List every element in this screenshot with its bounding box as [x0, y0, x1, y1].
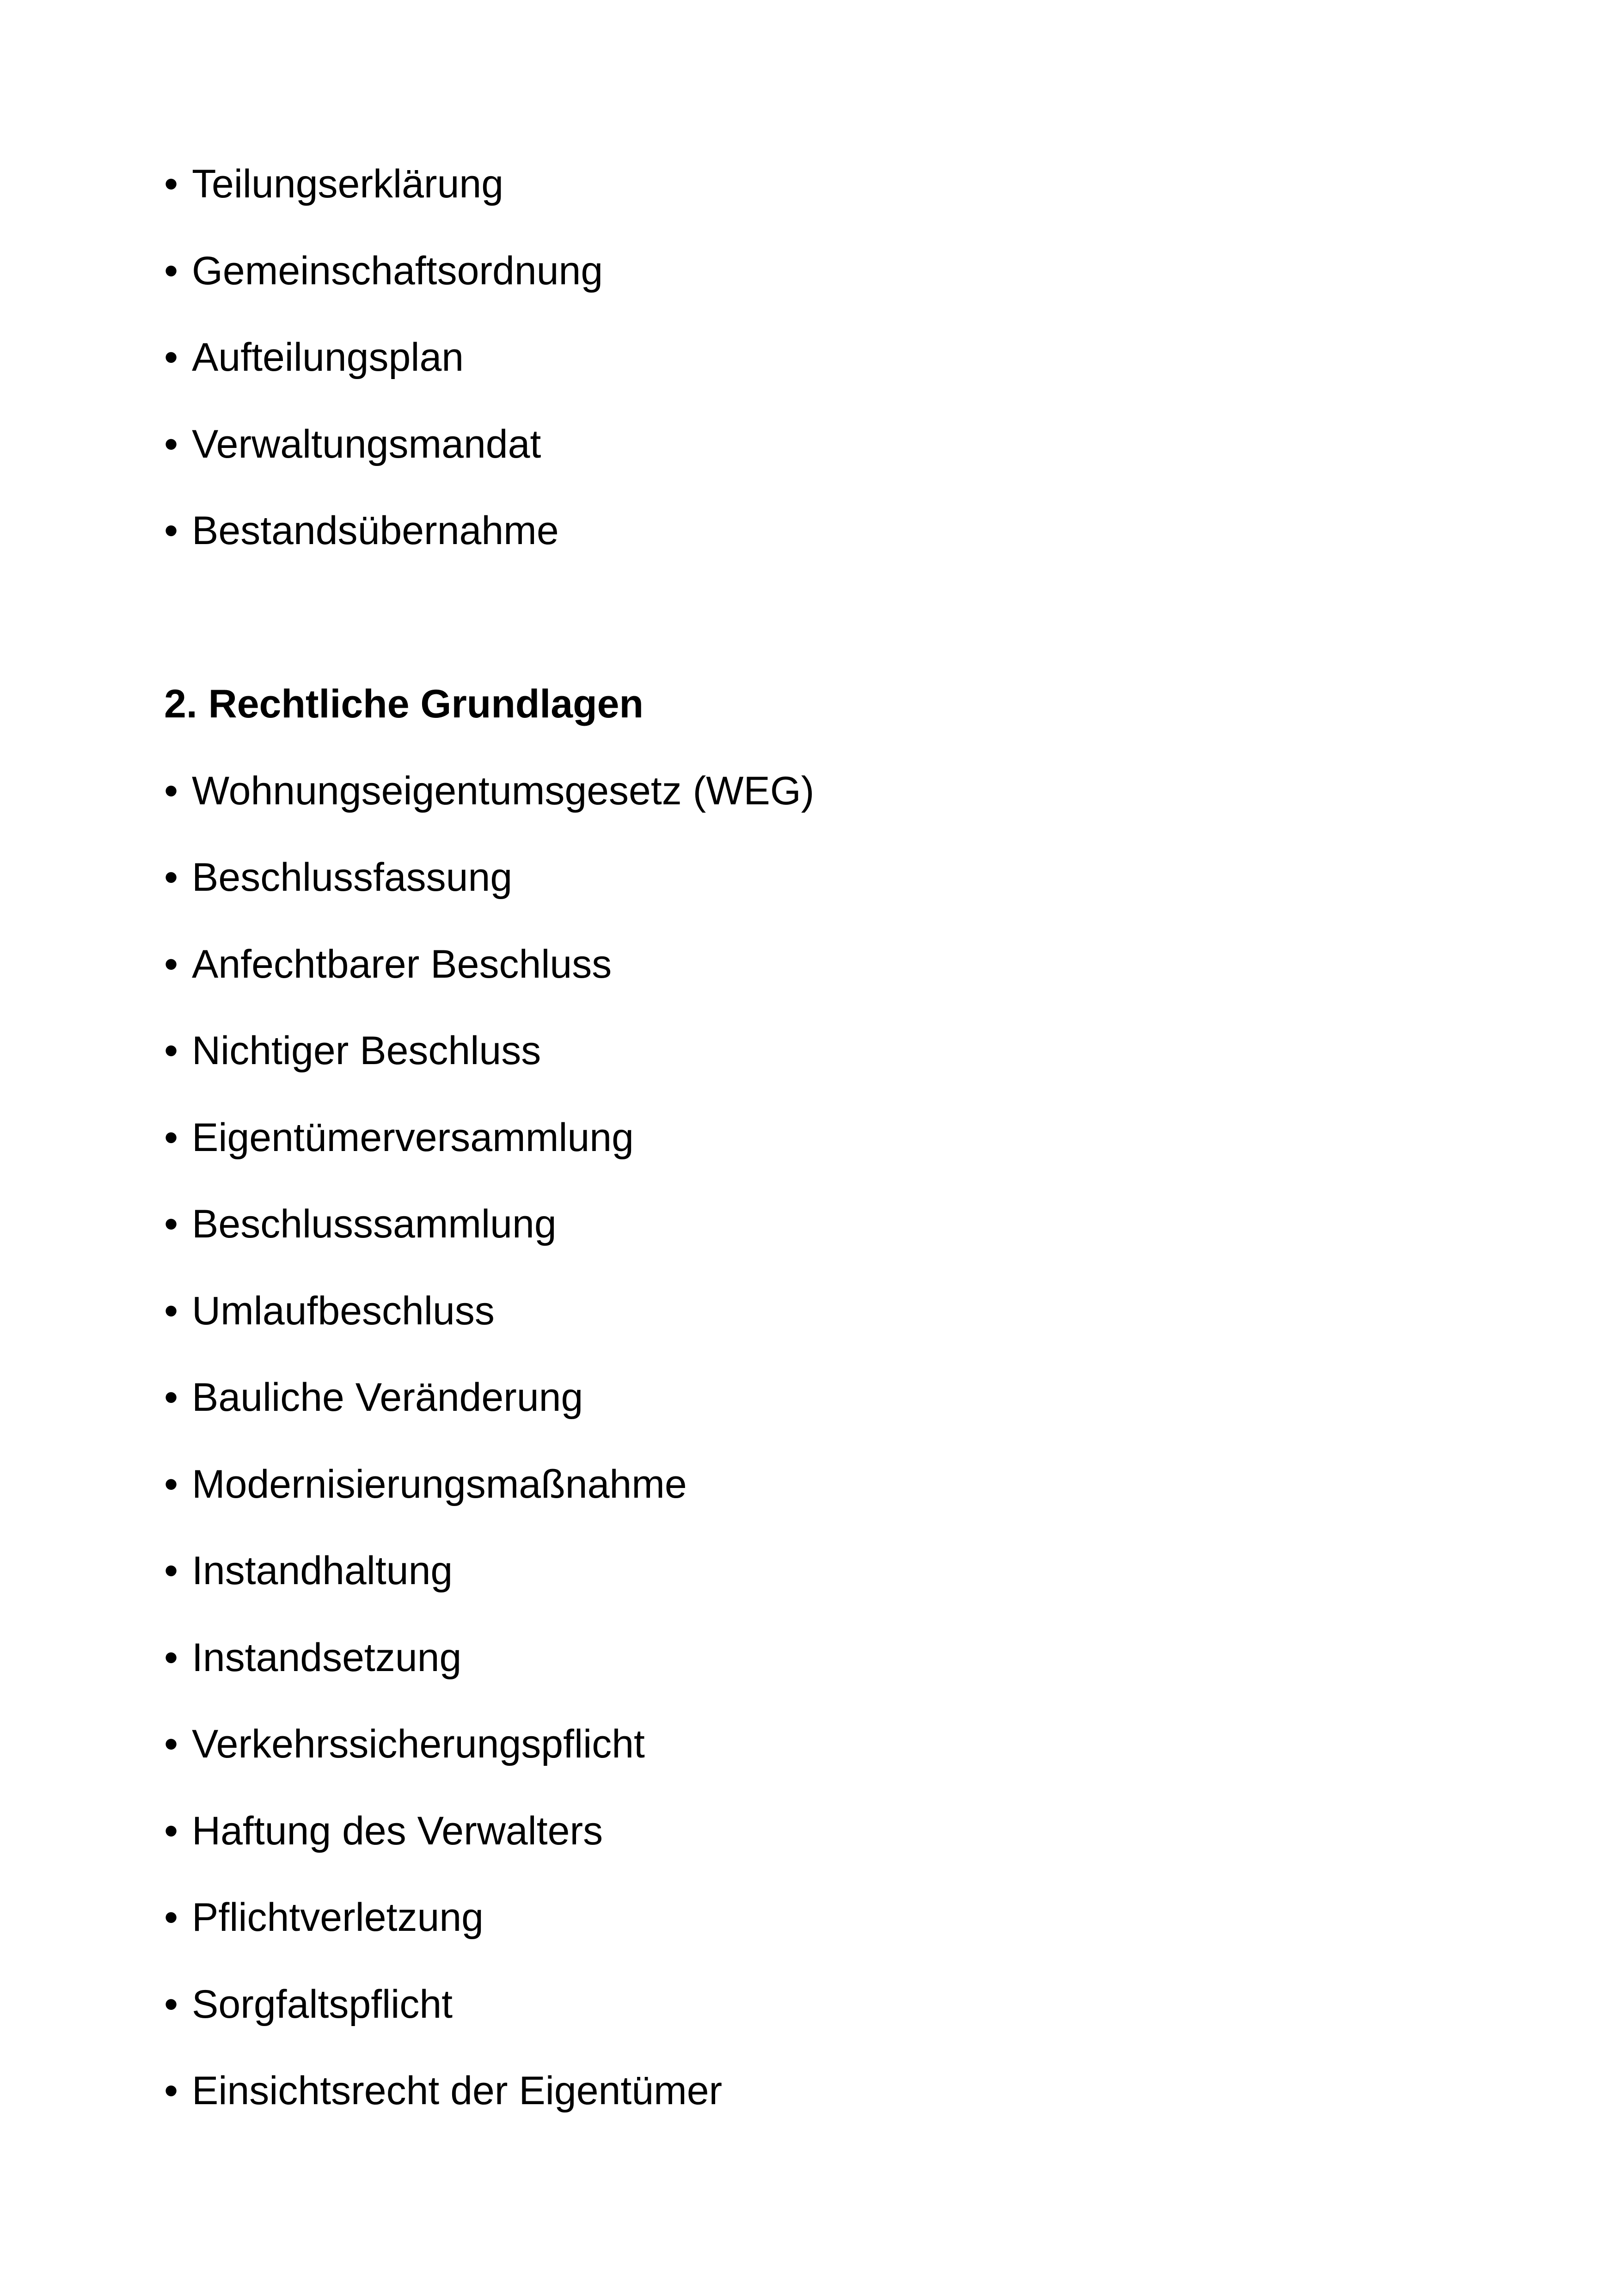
list-item: [164, 1724, 1459, 1811]
bullet-icon: •: [164, 1722, 178, 1766]
list-item-text: Einsichtsrecht der Eigentümer: [192, 2069, 723, 2113]
bullet-icon: •: [164, 1202, 178, 1246]
list-item: [164, 1808, 1459, 1898]
section-heading: 2. Rechtliche Grundlagen: [164, 682, 644, 726]
list-item: [164, 1031, 1459, 1118]
bullet-icon: •: [164, 1895, 178, 1940]
list-item: [164, 768, 1459, 858]
bullet-icon: •: [164, 1462, 178, 1506]
list-item-text: Haftung des Verwalters: [192, 1808, 603, 1853]
list-item: [164, 1984, 1459, 2071]
list-item-text: Bauliche Veränderung: [192, 1375, 583, 1420]
list-item: [164, 1551, 1459, 1638]
intro-list: [164, 164, 1459, 598]
section-2-list: [164, 768, 1459, 2158]
bullet-icon: •: [164, 1115, 178, 1160]
bullet-icon: •: [164, 1635, 178, 1680]
list-item-text: Eigentümerversammlung: [192, 1115, 634, 1160]
bullet-icon: •: [164, 768, 178, 813]
bullet-icon: •: [164, 508, 178, 553]
list-item-text: Modernisierungsmaßnahme: [192, 1462, 687, 1506]
bullet-icon: •: [164, 1808, 178, 1853]
list-item-text: Aufteilungsplan: [192, 335, 464, 380]
list-item: [164, 857, 1459, 944]
list-item-text: Bestandsübernahme: [192, 508, 559, 553]
bullet-icon: •: [164, 335, 178, 380]
bullet-icon: •: [164, 942, 178, 986]
list-item: [164, 1288, 1459, 1378]
list-item-text: Pflichtverletzung: [192, 1895, 484, 1940]
list-item: [164, 1115, 1459, 1205]
bullet-icon: •: [164, 1982, 178, 2027]
list-item-text: Sorgfaltspflicht: [192, 1982, 453, 2027]
list-item: [164, 164, 1459, 251]
list-item-text: Wohnungseigentumsgesetz (WEG): [192, 768, 815, 813]
list-item-text: Gemeinschaftsordnung: [192, 248, 603, 293]
list-item: [164, 1464, 1459, 1551]
list-item: [164, 1895, 1459, 1984]
list-item: [164, 1375, 1459, 1464]
list-item-text: Verwaltungsmandat: [192, 422, 541, 466]
list-item: [164, 248, 1459, 338]
bullet-icon: •: [164, 855, 178, 900]
list-item: [164, 424, 1459, 511]
bullet-icon: •: [164, 1549, 178, 1593]
bullet-icon: •: [164, 248, 178, 293]
list-item-text: Instandsetzung: [192, 1635, 462, 1680]
list-item: [164, 944, 1459, 1031]
list-item-text: Instandhaltung: [192, 1549, 453, 1593]
list-item: [164, 508, 1459, 598]
list-item-text: Verkehrssicherungspflicht: [192, 1722, 645, 1766]
list-item-text: Beschlusssammlung: [192, 1202, 557, 1246]
list-item-text: Teilungserklärung: [192, 162, 504, 206]
list-item-text: Nichtiger Beschluss: [192, 1029, 541, 1073]
document-content: [164, 164, 1459, 2158]
bullet-icon: •: [164, 1288, 178, 1333]
list-item-text: Anfechtbarer Beschluss: [192, 942, 612, 986]
section-spacer: [164, 598, 1459, 685]
bullet-icon: •: [164, 162, 178, 206]
list-item: [164, 1204, 1459, 1291]
list-item: [164, 1635, 1459, 1725]
list-item: [164, 337, 1459, 424]
bullet-icon: •: [164, 1375, 178, 1420]
list-item: [164, 2071, 1459, 2158]
list-item-text: Umlaufbeschluss: [192, 1288, 495, 1333]
list-item-text: Beschlussfassung: [192, 855, 513, 900]
bullet-icon: •: [164, 422, 178, 466]
bullet-icon: •: [164, 1029, 178, 1073]
bullet-icon: •: [164, 2069, 178, 2113]
